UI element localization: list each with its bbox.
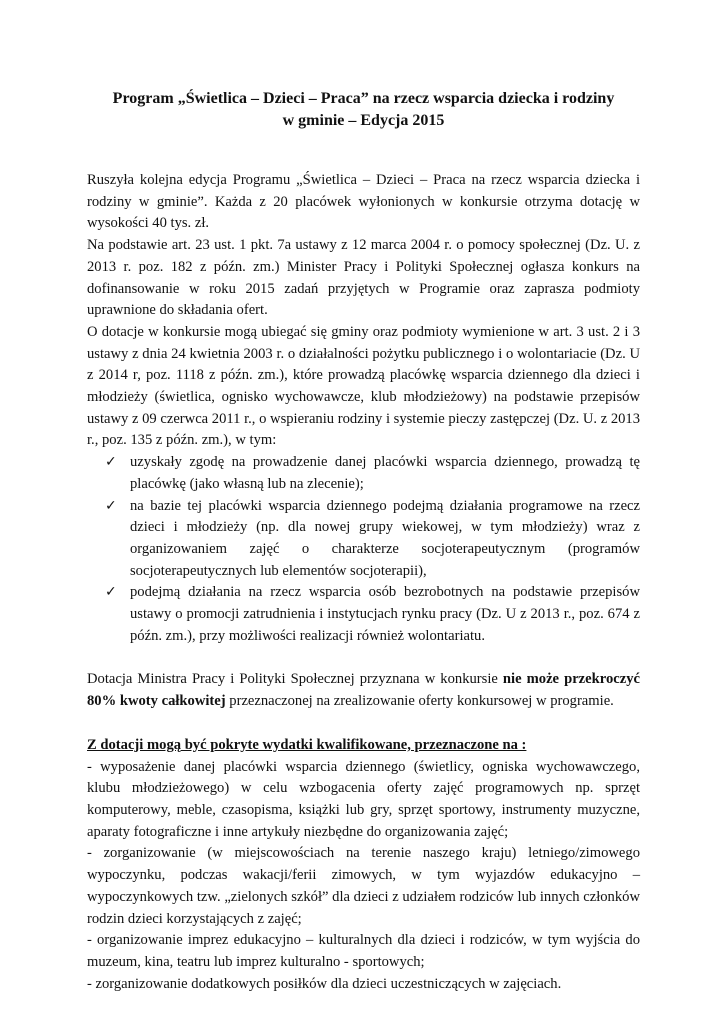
eligible-cost-item: - organizowanie imprez edukacyjno – kulturalnych dla dzieci i rodziców, w tym wyjścia do muzeum, kina, teatru lub imprez kulturalno - sportowych; (87, 932, 640, 970)
condition-item (105, 452, 640, 495)
document-title (87, 88, 640, 132)
title-line-2: w gminie – Edycja 2015 (282, 112, 445, 129)
spacer (87, 647, 640, 669)
title-line-1: Program „Świetlica – Dzieci – Praca” na rzecz wsparcia dziecka i rodziny (112, 90, 615, 107)
grant-text-before: Dotacja Ministra Pracy i Polityki Społecznej przyznana w konkursie (87, 671, 503, 688)
condition-text: na bazie tej placówki wsparcia dziennego podejmą działania programowe na rzecz dzieci i młodzieży (np. dla nowej grupy wiekowej, w tym młodzieży) wraz z organizowaniem zajęć o charakterze socjoterapeutycznym (programów socjoterapeutycznych lub elementów socjoterapii), (130, 497, 640, 579)
checkmark-icon: ✓ (105, 584, 117, 601)
intro-paragraph-1: Ruszyła kolejna edycja Programu „Świetlica – Dzieci – Praca na rzecz wsparcia dziecka i rodziny w gminie”. Każda z 20 placówek wyłonionych w konkursie otrzyma dotację w wysokości 40 tys. zł. (87, 172, 640, 232)
checkmark-icon: ✓ (105, 497, 117, 514)
spacer (87, 713, 640, 735)
condition-item (105, 496, 640, 583)
intro-paragraph-3: O dotacje w konkursie mogą ubiegać się gminy oraz podmioty wymienione w art. 3 ust. 2 i 3 ustawy z dnia 24 kwietnia 2003 r. o działalności pożytku publicznego i o wolontariacie (Dz. U z 2014 r, poz. 1118 z późn. zm.), które prowadzą placówkę wsparcia dziennego dla dzieci i młodzieży (świetlica, ognisko wychowawcze, klub młodzieżowy) na podstawie przepisów ustawy z 09 czerwca 2011 r., o wspieraniu rodziny i systemie pieczy zastępczej (Dz. U. z 2013 r., poz. 135 z późn. zm.), w tym: (87, 323, 641, 449)
condition-text: uzyskały zgodę na prowadzenie danej placówki wsparcia dziennego, prowadzą tę placówkę (jako własną lub na zlecenie); (130, 454, 640, 492)
grant-limit-bold: nie może przekroczyć 80% kwoty całkowitej (87, 671, 640, 710)
grant-text-after: przeznaczonej na zrealizowanie oferty konkursowej w programie. (225, 693, 614, 710)
eligible-cost-item: - zorganizowanie dodatkowych posiłków dla dzieci uczestniczących w zajęciach. (87, 975, 562, 992)
condition-item (105, 582, 640, 647)
grant-paragraph (87, 669, 640, 712)
checkmark-icon: ✓ (105, 454, 117, 471)
conditions-list (87, 452, 640, 647)
eligible-costs-heading: Z dotacji mogą być pokryte wydatki kwalifikowane, przeznaczone na : (87, 736, 527, 753)
condition-text: podejmą działania na rzecz wsparcia osób bezrobotnych na podstawie przepisów ustawy o promocji zatrudnienia i instytucjach rynku pracy (Dz. U z 2013 r., poz. 674 z późn. zm.), przy możliwości realizacji również wolontariatu. (130, 584, 640, 644)
eligible-cost-item: - zorganizowanie (w miejscowościach na terenie naszego kraju) letniego/zimowego wypoczynku, podczas wakacji/ferii zimowych, w tym wyjazdów edukacyjno – wypoczynkowych tzw. „zielonych szkół” dla dzieci z udziałem rodziców lub innych członków rodzin dzieci korzystających z zajęć; (87, 845, 640, 927)
eligible-cost-item: - wyposażenie danej placówki wsparcia dziennego (świetlicy, ogniska wychowawczego, klubu młodzieżowego) w celu wzbogacenia oferty zajęć programowych np. sprzęt komputerowy, meble, czasopisma, książki lub gry, sprzęt sportowy, instrumenty muzyczne, aparaty fotograficzne i inne artykuły niezbędne do organizowania zajęć; (87, 758, 640, 840)
intro-paragraph-2: Na podstawie art. 23 ust. 1 pkt. 7a ustawy z 12 marca 2004 r. o pomocy społecznej (Dz. U. z 2013 r. poz. 182 z późn. zm.) Minister Pracy i Polityki Społecznej ogłasza konkurs na dofinansowanie w roku 2015 zadań przyjętych w Programie oraz zaprasza podmioty uprawnione do składania ofert. (87, 237, 640, 319)
